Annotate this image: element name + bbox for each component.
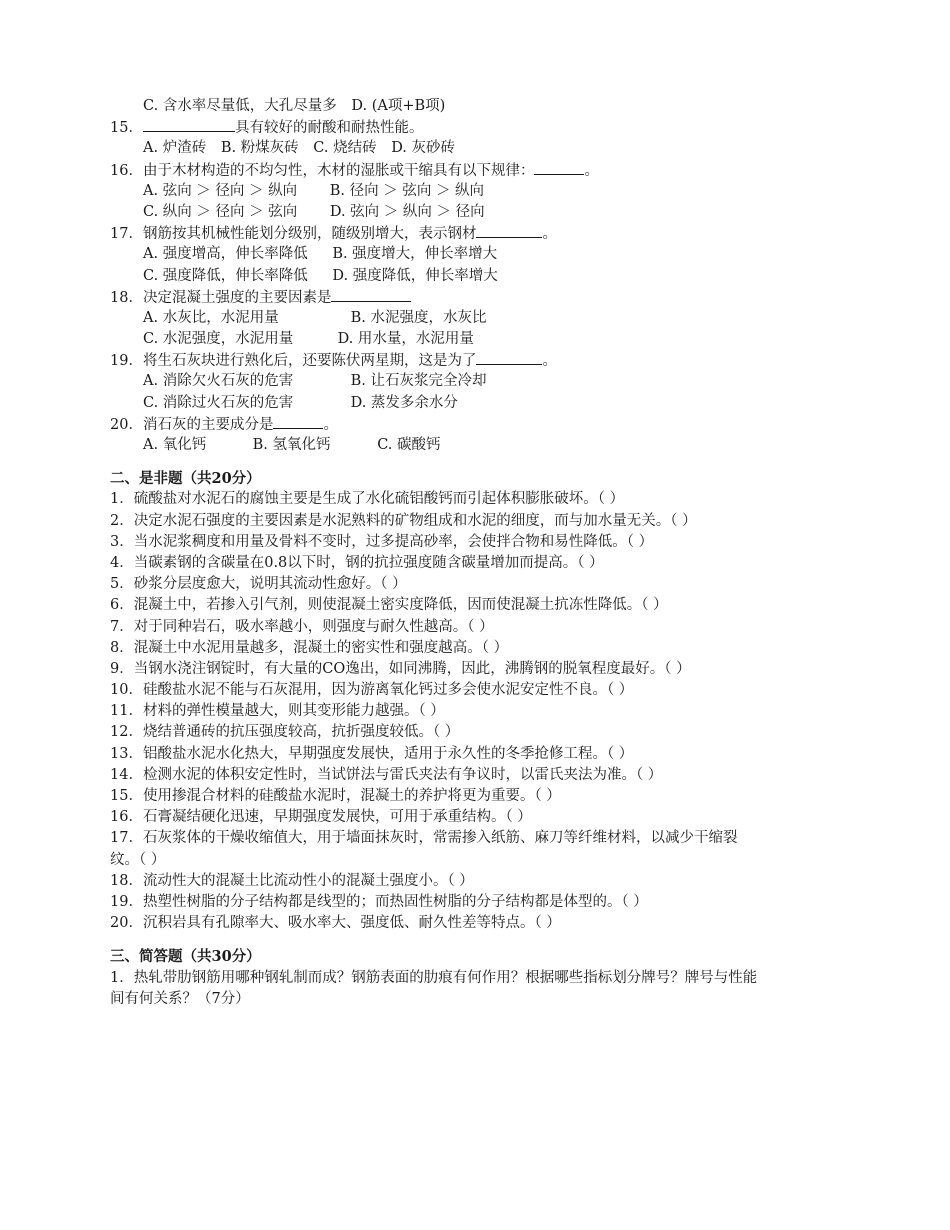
- question-20: 20．消石灰的主要成分是 。: [110, 414, 850, 435]
- answer-blank: [476, 350, 542, 365]
- tf-item: 19．热塑性树脂的分子结构都是线型的；而热固性树脂的分子结构都是体型的。（ ）: [110, 893, 648, 910]
- q19-options-row-2: C. 消除过火石灰的危害 D. 蒸发多余水分: [143, 394, 458, 411]
- question-16: 16．由于木材构造的不均匀性，木材的湿胀或干缩具有以下规律： 。: [110, 160, 850, 181]
- answer-blank: [534, 160, 584, 175]
- exam-page: [110, 96, 850, 1010]
- section-title-short-answer: 三、简答题（共30分）: [110, 948, 261, 966]
- q14-options-row: [110, 96, 850, 117]
- q18-options-row-2: C. 水泥强度，水泥用量 D. 用水量，水泥用量: [143, 331, 474, 348]
- q19-options-row-1: A. 消除欠火石灰的危害 B. 让石灰浆完全冷却: [143, 373, 487, 390]
- tf-item: 15．使用掺混合材料的硅酸盐水泥时，混凝土的养护将更为重要。（ ）: [110, 788, 561, 804]
- q16-options-row-2: C. 纵向 ＞ 径向 ＞ 弦向 D. 弦向 ＞ 纵向 ＞ 径向: [143, 203, 485, 220]
- option-c: C. 含水率尽量低，大孔尽量多: [143, 98, 337, 114]
- tf-item: 11．材料的弹性模量越大，则其变形能力越强。（ ）: [110, 703, 445, 720]
- tf-item: 9．当钢水浇注钢锭时，有大量的CO逸出，如同沸腾，因此，沸腾钢的脱氧程度最好。（ ）: [110, 660, 691, 677]
- tf-item: 16．石膏凝结硬化迅速，早期强度发展快，可用于承重结构。（ ）: [110, 809, 532, 826]
- tf-item-continuation: 纹。（ ）: [110, 851, 166, 868]
- tf-item: 5．砂浆分层度愈大，说明其流动性愈好。（ ）: [110, 576, 407, 593]
- answer-blank: [143, 117, 235, 132]
- q17-options-row-2: C. 强度降低，伸长率降低 D. 强度降低，伸长率增大: [143, 267, 498, 284]
- tf-item: 7．对于同种岩石，吸水率越小，则强度与耐久性越高。（ ）: [110, 618, 494, 635]
- tf-item: 12．烧结普通砖的抗压强度较高，抗折强度较低。（ ）: [110, 724, 460, 741]
- tf-item: 2．决定水泥石强度的主要因素是水泥熟料的矿物组成和水泥的细度，而与加水量无关。（ ）: [110, 512, 697, 529]
- tf-item: 13．铝酸盐水泥水化热大，早期强度发展快，适用于永久性的冬季抢修工程。（ ）: [110, 745, 634, 762]
- tf-item: 10．硅酸盐水泥不能与石灰混用，因为游离氧化钙过多会使水泥安定性不良。（ ）: [110, 682, 634, 699]
- short-answer-item: 1．热轧带肋钢筋用哪种钢轧制而成？钢筋表面的肋痕有何作用？根据哪些指标划分牌号？牌号与性能: [110, 969, 758, 986]
- question-15: 15． 具有较好的耐酸和耐热性能。: [110, 117, 850, 138]
- tf-item: 3．当水泥浆稠度和用量及骨料不变时，过多提高砂率，会使拌合物和易性降低。（ ）: [110, 533, 654, 550]
- tf-item: 8．混凝土中水泥用量越多，混凝土的密实性和强度越高。（ ）: [110, 639, 509, 656]
- short-answer-item-continuation: 间有何关系？（7分）: [110, 990, 250, 1007]
- question-18: 18．决定混凝土强度的主要因素是: [110, 287, 850, 308]
- option-d: D. (A项+B项): [351, 98, 446, 114]
- q20-options-row: A. 氧化钙 B. 氢氧化钙 C. 碳酸钙: [143, 437, 441, 453]
- tf-item: 14．检测水泥的体积安定性时，当试饼法与雷氏夹法有争议时，以雷氏夹法为准。（ ）: [110, 766, 663, 783]
- q17-options-row-1: A. 强度增高，伸长率降低 B. 强度增大，伸长率增大: [143, 246, 498, 263]
- answer-blank: [476, 223, 542, 238]
- question-17: 17．钢筋按其机械性能划分级别，随级别增大，表示钢材 。: [110, 223, 850, 244]
- tf-item: 18．流动性大的混凝土比流动性小的混凝土强度小。（ ）: [110, 872, 474, 889]
- q16-options-row-1: A. 弦向 ＞ 径向 ＞ 纵向 B. 径向 ＞ 弦向 ＞ 纵向: [143, 182, 485, 199]
- tf-item: 6．混凝土中，若掺入引气剂，则使混凝土密实度降低，因而使混凝土抗冻性降低。（ ）: [110, 597, 668, 614]
- tf-item: 20．沉积岩具有孔隙率大、吸水率大、强度低、耐久性差等特点。（ ）: [110, 915, 561, 932]
- tf-item: 4．当碳素钢的含碳量在0.8以下时，钢的抗拉强度随含碳量增加而提高。（ ）: [110, 554, 604, 571]
- tf-item: 17．石灰浆体的干燥收缩值大，用于墙面抹灰时，常需掺入纸筋、麻刀等纤维材料，以减少干缩裂: [110, 830, 738, 847]
- question-19: 19．将生石灰块进行熟化后，还要陈伏两星期，这是为了 。: [110, 350, 850, 371]
- q18-options-row-1: A. 水灰比，水泥用量 B. 水泥强度，水灰比: [143, 309, 487, 326]
- q15-options-row: A. 炉渣砖 B. 粉煤灰砖 C. 烧结砖 D. 灰砂砖: [143, 140, 456, 157]
- tf-item: 1．硫酸盐对水泥石的腐蚀主要是生成了水化硫铝酸钙而引起体积膨胀破坏。（ ）: [110, 491, 625, 508]
- answer-blank: [331, 287, 411, 302]
- answer-blank: [273, 414, 323, 429]
- section-title-true-false: 二、是非题（共20分）: [110, 470, 261, 488]
